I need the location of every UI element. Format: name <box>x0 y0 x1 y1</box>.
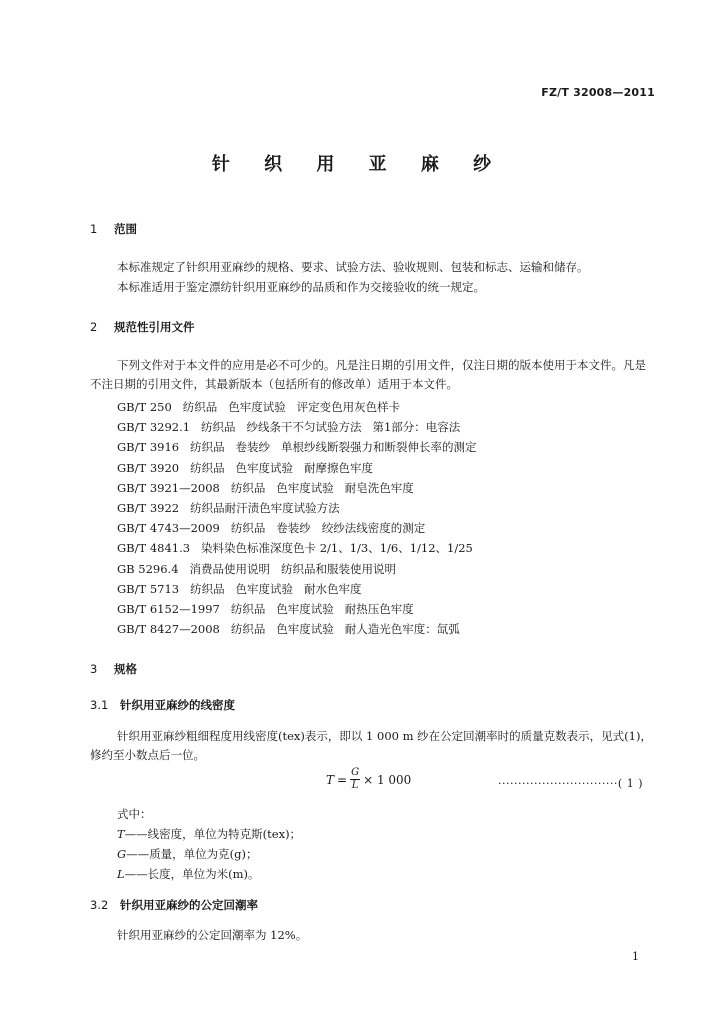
subsection-number: 3.1 <box>90 698 109 712</box>
references-intro: 下列文件对于本文件的应用是必不可少的。凡是注日期的引用文件，仅注日期的版本使用于本文件。凡是不注日期的引用文件，其最新版本（包括所有的修改单）适用于本文件。 <box>90 358 646 391</box>
reference-item: GB/T 4743—2009 纺织品 卷装纱 绞纱法线密度的测定 <box>117 521 426 536</box>
standard-code: FZ/T 32008—2011 <box>541 86 655 99</box>
section-title: 范围 <box>114 222 137 236</box>
scope-paragraph-1: 本标准规定了针织用亚麻纱的规格、要求、试验方法、验收规则、包装和标志、运输和储存。 <box>117 260 589 274</box>
subsection-3-2-heading <box>90 897 258 913</box>
reference-list <box>117 397 477 639</box>
where-symbol: T <box>117 827 125 841</box>
reference-item: GB/T 3922 纺织品耐汗渍色牢度试验方法 <box>117 501 340 516</box>
subsection-title: 针织用亚麻纱的线密度 <box>120 698 235 712</box>
formula-number: ( 1 ) <box>617 777 643 790</box>
formula-reference <box>498 777 643 790</box>
reference-item: GB/T 3292.1 纺织品 纱线条干不匀试验方法 第1部分：电容法 <box>117 420 461 435</box>
page-number: 1 <box>632 950 639 963</box>
where-item <box>117 846 258 862</box>
subsection-number: 3.2 <box>90 898 109 912</box>
where-description: ——长度，单位为米(m)。 <box>124 867 260 881</box>
reference-item: GB/T 8427—2008 纺织品 色牢度试验 耐人造光色牢度：氙弧 <box>117 622 460 637</box>
section-3-heading <box>90 661 137 677</box>
document-title: 针 织 用 亚 麻 纱 <box>211 154 506 175</box>
section-2-heading <box>90 319 195 335</box>
reference-item: GB/T 3921—2008 纺织品 色牢度试验 耐皂洗色牢度 <box>117 480 414 495</box>
reference-item: GB/T 4841.3 染料染色标准深度色卡 2/1、1/3、1/6、1/12、1/25 <box>117 541 473 556</box>
moisture-regain-paragraph: 针织用亚麻纱的公定回潮率为 12%。 <box>117 928 308 942</box>
formula-leader-dots: ······························ <box>498 777 618 790</box>
where-description: ——线密度，单位为特克斯(tex)； <box>124 827 302 841</box>
reference-item: GB/T 6152—1997 纺织品 色牢度试验 耐热压色牢度 <box>117 602 414 617</box>
section-number: 3 <box>90 662 98 676</box>
formula-1 <box>326 768 411 791</box>
reference-item: GB/T 3920 纺织品 色牢度试验 耐摩擦色牢度 <box>117 460 374 475</box>
section-number: 2 <box>90 320 98 334</box>
subsection-title: 针织用亚麻纱的公定回潮率 <box>120 898 258 912</box>
formula-multiplier: × 1 000 <box>363 772 412 787</box>
where-item <box>117 866 260 882</box>
reference-item: GB/T 250 纺织品 色牢度试验 评定变色用灰色样卡 <box>117 400 401 414</box>
subsection-3-1-heading <box>90 697 235 713</box>
linear-density-paragraph: 针织用亚麻纱粗细程度用线密度(tex)表示，即以 1 000 m 纱在公定回潮率时的质量克数表示，见式(1)，修约至小数点后一位。 <box>90 729 652 762</box>
formula-equals: = <box>337 772 348 787</box>
formula-lhs: T <box>326 772 335 787</box>
section-title: 规格 <box>114 662 137 676</box>
where-description: ——质量，单位为克(g)； <box>126 847 258 861</box>
where-symbol: L <box>117 867 125 881</box>
section-number: 1 <box>90 222 98 236</box>
where-item <box>117 826 301 842</box>
reference-item: GB/T 3916 纺织品 卷装纱 单根纱线断裂强力和断裂伸长率的测定 <box>117 440 477 455</box>
reference-item: GB 5296.4 消费品使用说明 纺织品和服装使用说明 <box>117 561 396 576</box>
where-label: 式中： <box>117 807 152 821</box>
where-symbol: G <box>117 847 127 861</box>
section-title: 规范性引用文件 <box>114 320 195 334</box>
section-1-heading <box>90 221 137 237</box>
scope-paragraph-2: 本标准适用于鉴定漂纺针织用亚麻纱的品质和作为交接验收的统一规定。 <box>117 280 485 294</box>
reference-item: GB/T 5713 纺织品 色牢度试验 耐水色牢度 <box>117 581 362 596</box>
formula-fraction <box>350 768 360 791</box>
formula-numerator: G <box>351 767 360 778</box>
formula-denominator: L <box>351 780 359 791</box>
